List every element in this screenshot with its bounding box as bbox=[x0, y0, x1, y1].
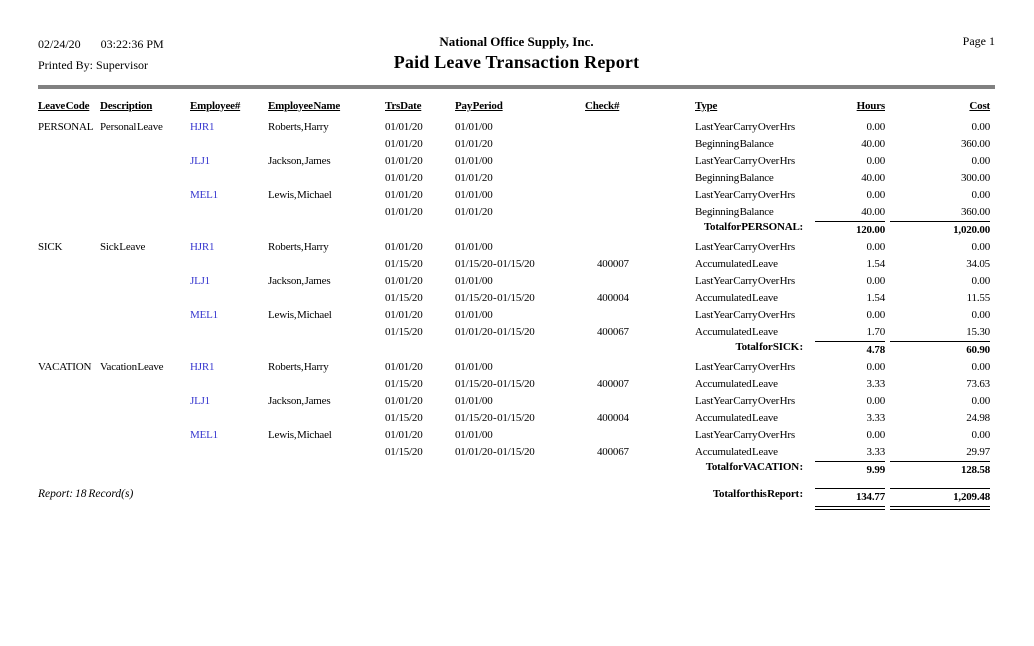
total-spacer-cell bbox=[38, 338, 585, 356]
check-number-cell bbox=[585, 150, 695, 167]
leave-code-cell bbox=[38, 184, 100, 201]
col-header-trs-date: TrsDate bbox=[385, 100, 422, 112]
pay-period-cell: 01/01/00 bbox=[455, 241, 493, 253]
check-number-cell: 400004 bbox=[597, 412, 629, 424]
check-number-cell bbox=[585, 167, 695, 184]
pay-period-cell: 01/01/00 bbox=[455, 155, 493, 167]
transaction-row bbox=[38, 321, 995, 338]
check-number-cell bbox=[585, 390, 695, 407]
hours-cell: 0.00 bbox=[866, 395, 885, 407]
hours-cell: 40.00 bbox=[861, 138, 885, 150]
trs-date-cell: 01/01/20 bbox=[385, 275, 423, 287]
cost-cell: 0.00 bbox=[971, 395, 990, 407]
total-spacer-cell bbox=[38, 218, 585, 236]
column-header-row bbox=[38, 91, 995, 116]
leave-code-cell bbox=[38, 167, 100, 184]
report-total-hours-cell bbox=[815, 476, 890, 510]
type-cell: Beginning Balance bbox=[695, 206, 774, 218]
section-total-hours-cell bbox=[815, 218, 890, 236]
leave-code-cell: VACATION bbox=[38, 361, 92, 373]
record-count: Report: 18 Record(s) bbox=[38, 488, 134, 500]
leave-code-cell bbox=[38, 133, 100, 150]
employee-name-cell: Roberts, Harry bbox=[268, 121, 329, 133]
leave-code-cell bbox=[38, 390, 100, 407]
leave-code-cell: SICK bbox=[38, 241, 63, 253]
print-date: 02/24/20 bbox=[38, 37, 81, 51]
trs-date-cell: 01/15/20 bbox=[385, 446, 423, 458]
transaction-row bbox=[38, 150, 995, 167]
employee-name-cell: Jackson, James bbox=[268, 395, 331, 407]
hours-cell: 40.00 bbox=[861, 206, 885, 218]
transaction-row bbox=[38, 116, 995, 133]
employee-name-cell bbox=[268, 253, 385, 270]
type-cell: Beginning Balance bbox=[695, 138, 774, 150]
employee-number-link[interactable] bbox=[190, 201, 268, 218]
hours-cell: 0.00 bbox=[866, 275, 885, 287]
employee-number-link[interactable] bbox=[190, 407, 268, 424]
cost-cell: 0.00 bbox=[971, 429, 990, 441]
pay-period-cell: 01/01/20 bbox=[455, 206, 493, 218]
transaction-row bbox=[38, 167, 995, 184]
pay-period-cell: 01/01/20 bbox=[455, 172, 493, 184]
transaction-row bbox=[38, 270, 995, 287]
type-cell: Accumulated Leave bbox=[695, 378, 778, 390]
transaction-row bbox=[38, 236, 995, 253]
employee-number-link[interactable]: JLJ1 bbox=[190, 395, 210, 407]
employee-number-link[interactable] bbox=[190, 253, 268, 270]
pay-period-cell: 01/01/00 bbox=[455, 275, 493, 287]
printed-by-label: Printed By: bbox=[38, 58, 94, 72]
employee-name-cell bbox=[268, 407, 385, 424]
employee-number-link[interactable]: MEL1 bbox=[190, 429, 218, 441]
report-total-cost: 1,209.48 bbox=[890, 488, 990, 510]
type-cell: Last Year Carry Over Hrs bbox=[695, 275, 795, 287]
cost-cell: 0.00 bbox=[971, 309, 990, 321]
hours-cell: 1.54 bbox=[866, 258, 885, 270]
employee-name-cell bbox=[268, 167, 385, 184]
leave-code-cell bbox=[38, 201, 100, 218]
description-cell bbox=[100, 184, 190, 201]
employee-name-cell bbox=[268, 201, 385, 218]
type-cell: Accumulated Leave bbox=[695, 412, 778, 424]
cost-cell: 73.63 bbox=[966, 378, 990, 390]
leave-code-cell bbox=[38, 270, 100, 287]
employee-name-cell: Lewis, Michael bbox=[268, 309, 332, 321]
section-total-hours-cell bbox=[815, 338, 890, 356]
col-header-hours: Hours bbox=[856, 100, 885, 112]
employee-name-cell: Jackson, James bbox=[268, 155, 331, 167]
section-total-cost-cell bbox=[890, 218, 995, 236]
check-number-cell bbox=[585, 304, 695, 321]
type-cell: Last Year Carry Over Hrs bbox=[695, 155, 795, 167]
check-number-cell bbox=[585, 133, 695, 150]
hours-cell: 3.33 bbox=[866, 412, 885, 424]
leave-code-cell bbox=[38, 373, 100, 390]
transaction-row bbox=[38, 133, 995, 150]
employee-number-link[interactable] bbox=[190, 287, 268, 304]
leave-code-cell bbox=[38, 441, 100, 458]
cost-cell: 300.00 bbox=[960, 172, 990, 184]
section-total-hours-cell bbox=[815, 458, 890, 476]
transaction-row bbox=[38, 407, 995, 424]
employee-number-link[interactable] bbox=[190, 441, 268, 458]
cost-cell: 0.00 bbox=[971, 241, 990, 253]
section-total-cost: 128.58 bbox=[890, 461, 990, 476]
description-cell bbox=[100, 373, 190, 390]
trs-date-cell: 01/15/20 bbox=[385, 258, 423, 270]
section-total-cost: 60.90 bbox=[890, 341, 990, 356]
employee-name-cell bbox=[268, 373, 385, 390]
cost-cell: 360.00 bbox=[960, 138, 990, 150]
report-table-body bbox=[38, 116, 995, 476]
description-cell: Vacation Leave bbox=[100, 361, 164, 373]
print-time: 03:22:36 PM bbox=[100, 37, 164, 51]
trs-date-cell: 01/15/20 bbox=[385, 292, 423, 304]
pay-period-cell: 01/15/20 - 01/15/20 bbox=[455, 378, 535, 390]
report-footer-row bbox=[38, 476, 995, 510]
description-cell bbox=[100, 150, 190, 167]
cost-cell: 0.00 bbox=[971, 189, 990, 201]
transaction-row bbox=[38, 390, 995, 407]
header-divider bbox=[38, 85, 995, 89]
pay-period-cell: 01/01/20 bbox=[455, 138, 493, 150]
section-total-row bbox=[38, 338, 995, 356]
transaction-row bbox=[38, 373, 995, 390]
section-total-hours: 4.78 bbox=[815, 341, 885, 356]
description-cell bbox=[100, 167, 190, 184]
cost-cell: 0.00 bbox=[971, 275, 990, 287]
header-titles bbox=[394, 34, 640, 73]
cost-cell: 34.05 bbox=[966, 258, 990, 270]
report-table bbox=[38, 91, 995, 510]
check-number-cell: 400004 bbox=[597, 292, 629, 304]
check-number-cell bbox=[585, 356, 695, 373]
cost-cell: 0.00 bbox=[971, 121, 990, 133]
trs-date-cell: 01/01/20 bbox=[385, 138, 423, 150]
trs-date-cell: 01/15/20 bbox=[385, 412, 423, 424]
total-spacer-cell bbox=[38, 458, 585, 476]
trs-date-cell: 01/01/20 bbox=[385, 121, 423, 133]
trs-date-cell: 01/01/20 bbox=[385, 206, 423, 218]
employee-name-cell bbox=[268, 287, 385, 304]
print-info bbox=[38, 34, 394, 76]
section-total-cost-cell bbox=[890, 458, 995, 476]
employee-number-link[interactable] bbox=[190, 167, 268, 184]
employee-name-cell: Roberts, Harry bbox=[268, 241, 329, 253]
company-name: National Office Supply, Inc. bbox=[439, 34, 594, 49]
col-header-pay-period: Pay Period bbox=[455, 100, 503, 112]
description-cell bbox=[100, 133, 190, 150]
section-total-cost: 1,020.00 bbox=[890, 221, 990, 236]
employee-number-link[interactable] bbox=[190, 133, 268, 150]
description-cell: Sick Leave bbox=[100, 241, 146, 253]
page-number: Page 1 bbox=[962, 34, 995, 48]
section-total-label: Total for VACATION : bbox=[705, 461, 803, 473]
cost-cell: 0.00 bbox=[971, 361, 990, 373]
description-cell bbox=[100, 424, 190, 441]
type-cell: Last Year Carry Over Hrs bbox=[695, 395, 795, 407]
cost-cell: 360.00 bbox=[960, 206, 990, 218]
printed-by-value: Supervisor bbox=[96, 58, 149, 72]
trs-date-cell: 01/15/20 bbox=[385, 326, 423, 338]
check-number-cell bbox=[585, 184, 695, 201]
col-header-type: Type bbox=[695, 100, 718, 112]
check-number-cell bbox=[585, 270, 695, 287]
transaction-row bbox=[38, 304, 995, 321]
hours-cell: 0.00 bbox=[866, 429, 885, 441]
type-cell: Last Year Carry Over Hrs bbox=[695, 309, 795, 321]
col-header-leave-code: Leave Code bbox=[38, 100, 90, 112]
record-count-cell bbox=[38, 476, 585, 510]
section-total-label: Total for PERSONAL : bbox=[703, 221, 803, 233]
leave-code-cell bbox=[38, 321, 100, 338]
description-cell bbox=[100, 390, 190, 407]
transaction-row bbox=[38, 184, 995, 201]
leave-code-cell bbox=[38, 407, 100, 424]
type-cell: Last Year Carry Over Hrs bbox=[695, 121, 795, 133]
cost-cell: 15.30 bbox=[966, 326, 990, 338]
report-total-label: Total for this Report : bbox=[712, 488, 803, 500]
type-cell: Accumulated Leave bbox=[695, 292, 778, 304]
transaction-row bbox=[38, 356, 995, 373]
description-cell bbox=[100, 441, 190, 458]
page-title: Paid Leave Transaction Report bbox=[393, 52, 640, 72]
pay-period-cell: 01/15/20 - 01/15/20 bbox=[455, 292, 535, 304]
employee-name-cell: Roberts, Harry bbox=[268, 361, 329, 373]
type-cell: Last Year Carry Over Hrs bbox=[695, 361, 795, 373]
trs-date-cell: 01/01/20 bbox=[385, 429, 423, 441]
section-total-row bbox=[38, 458, 995, 476]
check-number-cell bbox=[585, 424, 695, 441]
leave-code-cell bbox=[38, 253, 100, 270]
description-cell bbox=[100, 304, 190, 321]
trs-date-cell: 01/01/20 bbox=[385, 172, 423, 184]
employee-name-cell: Lewis, Michael bbox=[268, 429, 332, 441]
col-header-cost: Cost bbox=[969, 100, 990, 112]
employee-name-cell bbox=[268, 441, 385, 458]
employee-name-cell bbox=[268, 321, 385, 338]
trs-date-cell: 01/01/20 bbox=[385, 395, 423, 407]
col-header-employee-name: Employee Name bbox=[268, 100, 341, 112]
check-number-cell bbox=[585, 201, 695, 218]
section-total-row bbox=[38, 218, 995, 236]
pay-period-cell: 01/15/20 - 01/15/20 bbox=[455, 412, 535, 424]
section-total-cost-cell bbox=[890, 338, 995, 356]
type-cell: Accumulated Leave bbox=[695, 326, 778, 338]
section-total-hours: 120.00 bbox=[815, 221, 885, 236]
hours-cell: 40.00 bbox=[861, 172, 885, 184]
report-header bbox=[38, 34, 995, 76]
employee-number-link[interactable]: HJR1 bbox=[190, 241, 215, 253]
leave-code-cell bbox=[38, 304, 100, 321]
trs-date-cell: 01/01/20 bbox=[385, 241, 423, 253]
employee-number-link[interactable] bbox=[190, 321, 268, 338]
trs-date-cell: 01/01/20 bbox=[385, 189, 423, 201]
check-number-cell: 400007 bbox=[597, 258, 629, 270]
col-header-employee-num: Employee# bbox=[190, 100, 241, 112]
description-cell bbox=[100, 201, 190, 218]
pay-period-cell: 01/01/00 bbox=[455, 395, 493, 407]
check-number-cell bbox=[585, 116, 695, 133]
type-cell: Last Year Carry Over Hrs bbox=[695, 189, 795, 201]
description-cell: Personal Leave bbox=[100, 121, 163, 133]
section-total-hours: 9.99 bbox=[815, 461, 885, 476]
hours-cell: 0.00 bbox=[866, 361, 885, 373]
col-header-description: Description bbox=[100, 100, 153, 112]
hours-cell: 0.00 bbox=[866, 121, 885, 133]
transaction-row bbox=[38, 287, 995, 304]
cost-cell: 24.98 bbox=[966, 412, 990, 424]
employee-number-link[interactable] bbox=[190, 373, 268, 390]
pay-period-cell: 01/01/20 - 01/15/20 bbox=[455, 446, 535, 458]
transaction-row bbox=[38, 201, 995, 218]
description-cell bbox=[100, 407, 190, 424]
hours-cell: 0.00 bbox=[866, 241, 885, 253]
description-cell bbox=[100, 321, 190, 338]
employee-number-link[interactable]: MEL1 bbox=[190, 189, 218, 201]
check-number-cell: 400007 bbox=[597, 378, 629, 390]
employee-number-link[interactable]: HJR1 bbox=[190, 121, 215, 133]
cost-cell: 0.00 bbox=[971, 155, 990, 167]
pay-period-cell: 01/01/00 bbox=[455, 121, 493, 133]
check-number-cell bbox=[585, 236, 695, 253]
description-cell bbox=[100, 253, 190, 270]
pay-period-cell: 01/01/00 bbox=[455, 189, 493, 201]
report-total-hours: 134.77 bbox=[815, 488, 885, 510]
hours-cell: 0.00 bbox=[866, 155, 885, 167]
pay-period-cell: 01/01/00 bbox=[455, 361, 493, 373]
type-cell: Accumulated Leave bbox=[695, 258, 778, 270]
cost-cell: 29.97 bbox=[966, 446, 990, 458]
type-cell: Last Year Carry Over Hrs bbox=[695, 241, 795, 253]
pay-period-cell: 01/15/20 - 01/15/20 bbox=[455, 258, 535, 270]
description-cell bbox=[100, 270, 190, 287]
leave-code-cell: PERSONAL bbox=[38, 121, 94, 133]
pay-period-cell: 01/01/00 bbox=[455, 309, 493, 321]
hours-cell: 3.33 bbox=[866, 446, 885, 458]
employee-number-link[interactable]: JLJ1 bbox=[190, 275, 210, 287]
employee-number-link[interactable]: JLJ1 bbox=[190, 155, 210, 167]
trs-date-cell: 01/01/20 bbox=[385, 309, 423, 321]
employee-number-link[interactable]: HJR1 bbox=[190, 361, 215, 373]
hours-cell: 1.54 bbox=[866, 292, 885, 304]
transaction-row bbox=[38, 424, 995, 441]
check-number-cell: 400067 bbox=[597, 446, 629, 458]
report-total-cost-cell bbox=[890, 476, 995, 510]
transaction-row bbox=[38, 253, 995, 270]
trs-date-cell: 01/15/20 bbox=[385, 378, 423, 390]
pay-period-cell: 01/01/20 - 01/15/20 bbox=[455, 326, 535, 338]
cost-cell: 11.55 bbox=[966, 292, 990, 304]
leave-code-cell bbox=[38, 150, 100, 167]
hours-cell: 1.70 bbox=[866, 326, 885, 338]
check-number-cell: 400067 bbox=[597, 326, 629, 338]
hours-cell: 3.33 bbox=[866, 378, 885, 390]
hours-cell: 0.00 bbox=[866, 189, 885, 201]
transaction-row bbox=[38, 441, 995, 458]
col-header-check-num: Check# bbox=[585, 100, 620, 112]
leave-code-cell bbox=[38, 287, 100, 304]
leave-code-cell bbox=[38, 424, 100, 441]
type-cell: Beginning Balance bbox=[695, 172, 774, 184]
employee-number-link[interactable]: MEL1 bbox=[190, 309, 218, 321]
trs-date-cell: 01/01/20 bbox=[385, 361, 423, 373]
print-datetime bbox=[38, 34, 394, 55]
employee-name-cell: Lewis, Michael bbox=[268, 189, 332, 201]
type-cell: Accumulated Leave bbox=[695, 446, 778, 458]
pay-period-cell: 01/01/00 bbox=[455, 429, 493, 441]
hours-cell: 0.00 bbox=[866, 309, 885, 321]
description-cell bbox=[100, 287, 190, 304]
employee-name-cell bbox=[268, 133, 385, 150]
employee-name-cell: Jackson, James bbox=[268, 275, 331, 287]
trs-date-cell: 01/01/20 bbox=[385, 155, 423, 167]
section-total-label: Total for SICK : bbox=[735, 341, 803, 353]
printed-by bbox=[38, 55, 394, 76]
type-cell: Last Year Carry Over Hrs bbox=[695, 429, 795, 441]
